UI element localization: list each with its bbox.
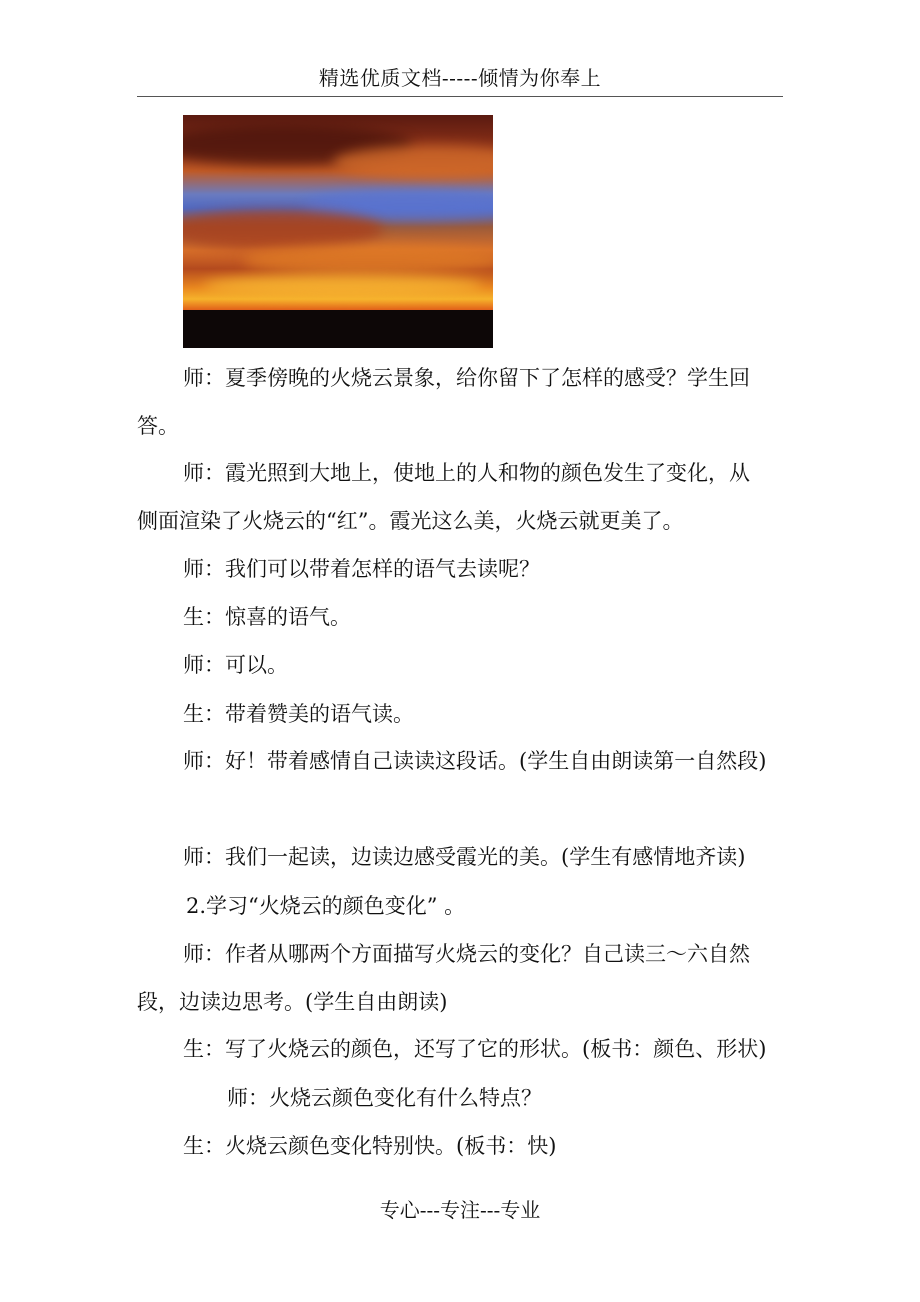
paragraph-line: 师：夏季傍晚的火烧云景象，给你留下了怎样的感受？学生回 [183,366,750,390]
paragraph-line: 生：带着赞美的语气读。 [183,702,414,726]
paragraph-line: 生：写了火烧云的颜色，还写了它的形状。(板书：颜色、形状) [183,1037,767,1061]
horizon-silhouette [183,310,493,348]
section-heading: 2.学习“火烧云的颜色变化” 。 [186,894,466,918]
cloud-band-orange [333,145,493,180]
cloud-band-red [183,210,383,250]
paragraph-line: 师：可以。 [183,653,288,677]
paragraph-line: 生：火烧云颜色变化特别快。(板书：快) [183,1134,557,1158]
sunset-photo [183,115,493,348]
paragraph-line: 侧面渲染了火烧云的“红”。霞光这么美，火烧云就更美了。 [137,509,684,533]
paragraph-line: 师：火烧云颜色变化有什么特点？ [227,1086,542,1110]
paragraph-line: 师：我们可以带着怎样的语气去读呢？ [183,557,540,581]
paragraph-line: 答。 [137,414,179,438]
paragraph-line: 师：好！带着感情自己读读这段话。(学生自由朗读第一自然段) [183,749,767,773]
paragraph-line: 生：惊喜的语气。 [183,605,351,629]
header-divider [137,96,783,97]
cloud-band-bright [203,275,483,297]
header-title: 精选优质文档-----倾情为你奉上 [318,66,602,90]
paragraph-line: 师：作者从哪两个方面描写火烧云的变化？自己读三～六自然 [183,942,750,966]
paragraph-line: 师：霞光照到大地上，使地上的人和物的颜色发生了变化，从 [183,461,750,485]
cloud-band-gold [243,245,493,275]
paragraph-line: 师：我们一起读，边读边感受霞光的美。(学生有感情地齐读) [183,845,746,869]
page-footer: 专心---专注---专业 [379,1198,541,1222]
paragraph-line: 段，边读边思考。(学生自由朗读) [137,990,448,1014]
